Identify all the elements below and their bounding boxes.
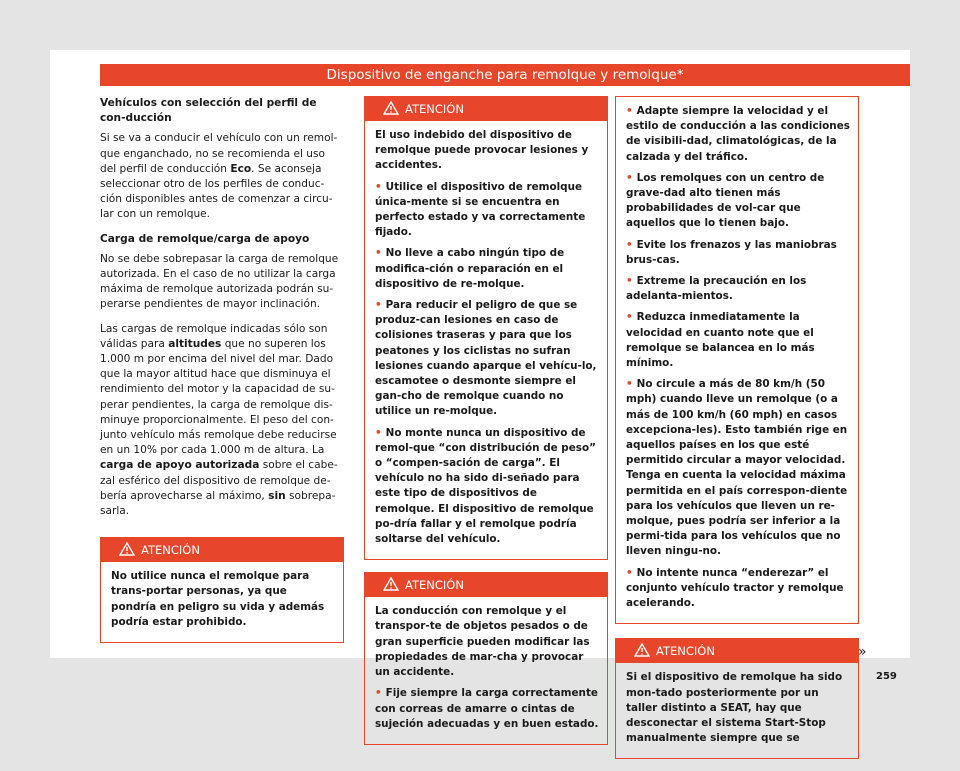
- bullet-text: No monte nunca un dispositivo de remol-que “con distribución de peso” o “compen-sación de carga”. El vehículo no ha sido di-señado para este tipo de dispositivos de remolque. El dispositivo de remolque po-dría fallar y el remolque podría soltarse del vehículo.: [375, 426, 596, 546]
- warning-box-passengers: [100, 537, 344, 643]
- bullet-text: Utilice el dispositivo de remolque única-mente si se encuentra en perfecto estado y va correctamente fijado.: [375, 180, 586, 239]
- warning-title: ATENCIÓN: [405, 578, 464, 593]
- warning-triangle-icon: [383, 577, 399, 591]
- bullet-text: Reduzca inmediatamente la velocidad en cuanto note que el remolque se balancea en lo más mínimo.: [626, 311, 815, 370]
- warning-triangle-icon: [634, 643, 650, 657]
- bullet-icon: •: [375, 247, 382, 260]
- column-2: [364, 96, 608, 757]
- text: sobrepa-sarla.: [100, 489, 336, 518]
- bullet-text: No circule a más de 80 km/h (50 mph) cuando lleve un remolque (o a más de 100 km/h (60 mph) en casos excepciona-les). Esto también rige en aquellos países en los que esté permitido circular a mayor velocidad. Tenga en cuenta la velocidad máxima permitida en el país correspon-diente para los vehículos que lleven un re-molque, pues podría ser inferior a la permi-tida para los vehículos que no lleven ningu-no.: [626, 378, 848, 558]
- continue-arrow-icon: »: [858, 644, 867, 660]
- bullet-icon: •: [375, 687, 382, 700]
- warning-triangle-icon: [119, 542, 135, 556]
- text: Las cargas de remolque indicadas sólo son válidas para: [100, 322, 328, 350]
- warning-text: No utilice nunca el remolque para trans-portar personas, ya que pondría en peligro su vida y además podría estar prohibido.: [111, 570, 325, 628]
- heading-driving-profile: Vehículos con selección del perfil de con-ducción: [100, 97, 317, 125]
- bullet-text: Para reducir el peligro de que se produz-can lesiones en caso de colisiones traseras y para que los peatones y los ciclistas no sufran lesiones cuando aparque el vehícu-lo, escamotee o desmonte siempre el gan-cho de remolque cuando no utilice un re-molque.: [375, 299, 597, 418]
- page-number: 259: [876, 671, 897, 682]
- bullet-icon: •: [626, 566, 633, 579]
- bullet-icon: •: [626, 311, 633, 324]
- warning-intro: La conducción con remolque y el transpor-te de objetos pesados o de gran superficie pueden modificar las propiedades de mar-cha y provocar un accidente.: [375, 605, 590, 679]
- warning-box-continued: [615, 96, 859, 624]
- bullet-text: Extreme la precaución en los adelanta-mientos.: [626, 275, 807, 303]
- column-3: [615, 96, 859, 771]
- text: sobre el cabe-zal esférico del dispositivo de remolque de-bería aprovecharse al máximo,: [100, 459, 338, 502]
- bullet-text: No intente nunca “enderezar” el conjunto vehículo tractor y remolque acelerando.: [626, 566, 844, 610]
- warning-body: [616, 97, 858, 623]
- warning-triangle-icon: [383, 101, 399, 115]
- warning-header: [365, 573, 607, 597]
- paragraph-altitude: [100, 322, 344, 520]
- bullet-icon: •: [375, 299, 382, 312]
- bullet-text: Evite los frenazos y las maniobras brus-cas.: [626, 238, 837, 266]
- bullet-item: [626, 238, 850, 268]
- warning-text: Si el dispositivo de remolque ha sido mon-tado posteriormente por un taller distinto a SEAT, hay que desconectar el sistema Start-Stop manualmente siempre que se: [626, 671, 843, 745]
- column-1: [100, 96, 344, 655]
- warning-body: [365, 597, 607, 744]
- bullet-item: [626, 104, 850, 165]
- bullet-item: [375, 426, 599, 548]
- paragraph-driving-profile: [100, 131, 344, 222]
- bullet-item: [375, 246, 599, 292]
- heading-trailer-load: Carga de remolque/carga de apoyo: [100, 232, 310, 245]
- bullet-item: [626, 566, 850, 612]
- bullet-item: [626, 377, 850, 559]
- bullet-icon: •: [626, 105, 633, 117]
- warning-intro: El uso indebido del dispositivo de remolque puede provocar lesiones y accidentes.: [375, 129, 589, 172]
- bullet-item: [626, 274, 850, 304]
- warning-header: [365, 97, 607, 121]
- bullet-item: [626, 310, 850, 371]
- bullet-icon: •: [375, 180, 382, 193]
- bullet-item: [375, 298, 599, 420]
- warning-title: ATENCIÓN: [405, 102, 464, 116]
- section-title-banner: Dispositivo de enganche para remolque y remolque*: [100, 64, 910, 86]
- support-load-label: carga de apoyo autorizada: [100, 459, 260, 472]
- eco-label: Eco: [230, 162, 252, 175]
- warning-body: [616, 663, 858, 758]
- text: Si se va a conducir el vehículo con un remol-que enganchado, no se recomienda el uso del perfil de conducción: [100, 132, 338, 175]
- bullet-item: [375, 686, 599, 732]
- sin-label: sin: [268, 489, 286, 502]
- warning-title: ATENCIÓN: [656, 644, 715, 659]
- text: . Se aconseja seleccionar otro de los perfiles de conduc-ción disponibles antes de comenzar a circu-lar con un remolque.: [100, 162, 333, 221]
- warning-title: ATENCIÓN: [141, 543, 200, 558]
- bullet-icon: •: [626, 378, 633, 391]
- warning-box-start-stop: [615, 638, 859, 759]
- bullet-icon: •: [626, 238, 633, 251]
- paragraph-trailer-load: No se debe sobrepasar la carga de remolque autorizada. En el caso de no utilizar la carga máxima de remolque autorizada podrán su-perarse pendientes de mayor inclinación.: [100, 252, 339, 311]
- altitudes-label: altitudes: [168, 337, 222, 350]
- bullet-text: Los remolques con un centro de grave-dad alto tienen más probabilidades de vol-car que aquellos que lo tienen bajo.: [626, 171, 825, 230]
- bullet-text: Fije siempre la carga correctamente con correas de amarre o cintas de sujeción adecuadas y en buen estado.: [375, 687, 599, 730]
- warning-header: [616, 639, 858, 663]
- bullet-text: Adapte siempre la velocidad y el estilo de conducción a las condiciones de visibili-dad, climatológicas, de la calzada y del tráfico.: [626, 105, 850, 163]
- bullet-icon: •: [626, 171, 633, 184]
- bullet-item: [375, 180, 599, 241]
- warning-body: [101, 562, 343, 642]
- bullet-icon: •: [375, 426, 382, 439]
- text: que no superen los 1.000 m por encima del nivel del mar. Dado que la mayor altitud hace que disminuya el rendimiento del motor y la capacidad de su-perar pendientes, la carga de remolque dis-minuye proporcionalmente. El peso del con-junto vehículo más remolque debe reducirse en un 10% por cada 1.000 m de altura. La: [100, 337, 337, 457]
- warning-box-misuse: [364, 96, 608, 560]
- bullet-item: [626, 171, 850, 232]
- warning-box-heavy-loads: [364, 572, 608, 745]
- bullet-text: No lleve a cabo ningún tipo de modifica-ción o reparación en el dispositivo de re-molque.: [375, 247, 565, 290]
- manual-page: [50, 50, 910, 745]
- bullet-icon: •: [626, 275, 633, 288]
- warning-header: [101, 538, 343, 562]
- warning-body: [365, 121, 607, 559]
